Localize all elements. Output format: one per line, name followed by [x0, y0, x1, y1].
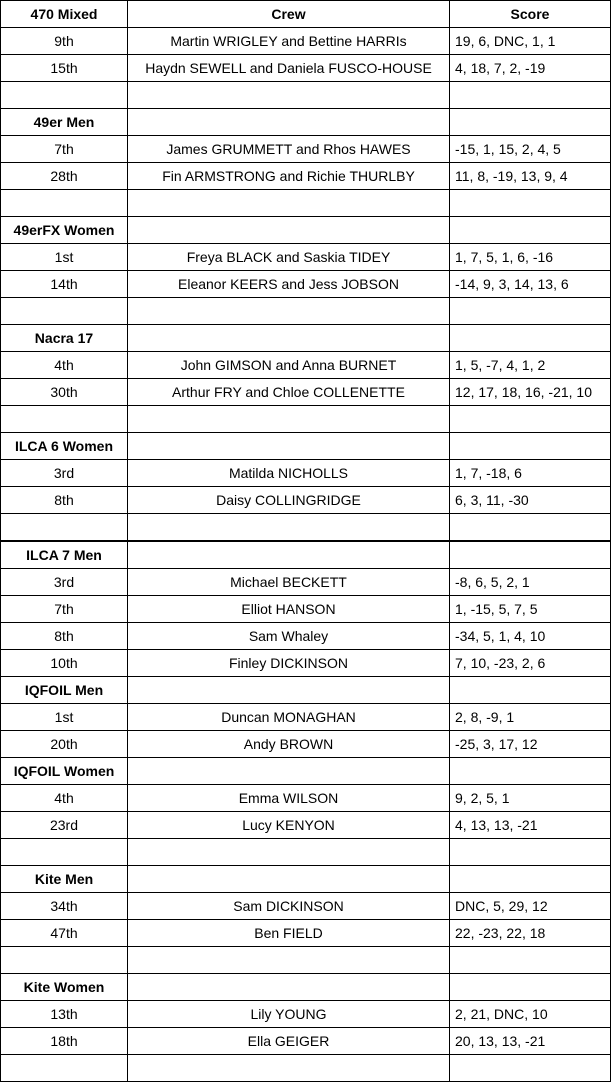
crew-cell: James GRUMMETT and Rhos HAWES [128, 136, 450, 163]
empty-cell [450, 839, 611, 866]
section-heading-row [1, 109, 611, 136]
empty-cell [128, 758, 450, 785]
class-heading-ilca-6-women: ILCA 6 Women [1, 433, 128, 460]
table-row [1, 55, 611, 82]
place-cell: 4th [1, 352, 128, 379]
crew-cell: Duncan MONAGHAN [128, 704, 450, 731]
score-cell: -8, 6, 5, 2, 1 [450, 569, 611, 596]
section-heading-row [1, 541, 611, 569]
empty-cell [450, 109, 611, 136]
empty-cell [1, 190, 128, 217]
empty-cell [450, 82, 611, 109]
spacer-row [1, 190, 611, 217]
section-heading-row [1, 433, 611, 460]
place-cell: 14th [1, 271, 128, 298]
empty-cell [128, 190, 450, 217]
crew-cell: Haydn SEWELL and Daniela FUSCO-HOUSE [128, 55, 450, 82]
empty-cell [128, 109, 450, 136]
class-heading-iqfoil-men: IQFOIL Men [1, 677, 128, 704]
score-cell: -25, 3, 17, 12 [450, 731, 611, 758]
empty-cell [128, 325, 450, 352]
table-row [1, 785, 611, 812]
score-cell: 20, 13, 13, -21 [450, 1028, 611, 1055]
empty-cell [128, 974, 450, 1001]
place-cell: 18th [1, 1028, 128, 1055]
table-row [1, 1028, 611, 1055]
spacer-row [1, 298, 611, 325]
empty-cell [128, 866, 450, 893]
crew-cell: Matilda NICHOLLS [128, 460, 450, 487]
empty-cell [1, 839, 128, 866]
place-cell: 9th [1, 28, 128, 55]
section-heading-row [1, 758, 611, 785]
table-row [1, 136, 611, 163]
table-row [1, 460, 611, 487]
crew-cell: Sam Whaley [128, 623, 450, 650]
empty-cell [128, 541, 450, 569]
score-cell: -34, 5, 1, 4, 10 [450, 623, 611, 650]
score-cell: 7, 10, -23, 2, 6 [450, 650, 611, 677]
empty-cell [128, 1055, 450, 1082]
place-cell: 7th [1, 596, 128, 623]
empty-cell [450, 190, 611, 217]
section-heading-row [1, 677, 611, 704]
empty-cell [450, 947, 611, 974]
table-row [1, 352, 611, 379]
empty-cell [1, 1055, 128, 1082]
empty-cell [450, 974, 611, 1001]
crew-cell: Ella GEIGER [128, 1028, 450, 1055]
score-cell: 1, 7, -18, 6 [450, 460, 611, 487]
score-cell: 4, 13, 13, -21 [450, 812, 611, 839]
crew-cell: Sam DICKINSON [128, 893, 450, 920]
crew-cell: Fin ARMSTRONG and Richie THURLBY [128, 163, 450, 190]
empty-cell [128, 947, 450, 974]
spacer-row [1, 1055, 611, 1082]
place-cell: 1st [1, 244, 128, 271]
empty-cell [128, 406, 450, 433]
table-row [1, 487, 611, 514]
table-row [1, 623, 611, 650]
empty-cell [128, 217, 450, 244]
place-cell: 4th [1, 785, 128, 812]
score-cell: 2, 8, -9, 1 [450, 704, 611, 731]
empty-cell [128, 298, 450, 325]
table-row [1, 650, 611, 677]
score-cell: -14, 9, 3, 14, 13, 6 [450, 271, 611, 298]
class-heading-470-mixed: 470 Mixed [1, 1, 128, 28]
table-row [1, 812, 611, 839]
crew-cell: Lucy KENYON [128, 812, 450, 839]
section-heading-row [1, 974, 611, 1001]
empty-cell [450, 406, 611, 433]
class-heading-kite-women: Kite Women [1, 974, 128, 1001]
score-cell: 4, 18, 7, 2, -19 [450, 55, 611, 82]
spacer-row [1, 839, 611, 866]
spacer-row [1, 514, 611, 542]
place-cell: 28th [1, 163, 128, 190]
table-row [1, 569, 611, 596]
place-cell: 30th [1, 379, 128, 406]
class-heading-49erfx-women: 49erFX Women [1, 217, 128, 244]
empty-cell [1, 406, 128, 433]
empty-cell [450, 1055, 611, 1082]
table-row [1, 1001, 611, 1028]
crew-column-header: Crew [128, 1, 450, 28]
place-cell: 15th [1, 55, 128, 82]
place-cell: 20th [1, 731, 128, 758]
empty-cell [128, 839, 450, 866]
place-cell: 13th [1, 1001, 128, 1028]
table-row [1, 596, 611, 623]
score-cell: 1, 7, 5, 1, 6, -16 [450, 244, 611, 271]
score-column-header: Score [450, 1, 611, 28]
crew-cell: Elliot HANSON [128, 596, 450, 623]
class-heading-ilca-7-men: ILCA 7 Men [1, 541, 128, 569]
score-cell: -15, 1, 15, 2, 4, 5 [450, 136, 611, 163]
table-row [1, 731, 611, 758]
section-heading-row [1, 866, 611, 893]
crew-cell: Freya BLACK and Saskia TIDEY [128, 244, 450, 271]
place-cell: 3rd [1, 460, 128, 487]
crew-cell: Ben FIELD [128, 920, 450, 947]
empty-cell [1, 947, 128, 974]
crew-cell: Andy BROWN [128, 731, 450, 758]
empty-cell [128, 433, 450, 460]
spacer-row [1, 82, 611, 109]
crew-cell: Arthur FRY and Chloe COLLENETTE [128, 379, 450, 406]
empty-cell [450, 433, 611, 460]
crew-cell: Finley DICKINSON [128, 650, 450, 677]
class-heading-kite-men: Kite Men [1, 866, 128, 893]
empty-cell [128, 82, 450, 109]
place-cell: 8th [1, 623, 128, 650]
place-cell: 1st [1, 704, 128, 731]
empty-cell [450, 298, 611, 325]
table-row [1, 244, 611, 271]
empty-cell [450, 758, 611, 785]
score-cell: 22, -23, 22, 18 [450, 920, 611, 947]
empty-cell [128, 677, 450, 704]
spacer-row [1, 947, 611, 974]
place-cell: 7th [1, 136, 128, 163]
table-row [1, 379, 611, 406]
table-row [1, 920, 611, 947]
section-heading-row [1, 217, 611, 244]
header-row [1, 1, 611, 28]
score-cell: 2, 21, DNC, 10 [450, 1001, 611, 1028]
score-cell: 1, -15, 5, 7, 5 [450, 596, 611, 623]
spacer-row [1, 406, 611, 433]
empty-cell [450, 325, 611, 352]
crew-cell: John GIMSON and Anna BURNET [128, 352, 450, 379]
score-cell: 6, 3, 11, -30 [450, 487, 611, 514]
score-cell: 11, 8, -19, 13, 9, 4 [450, 163, 611, 190]
class-heading-nacra-17: Nacra 17 [1, 325, 128, 352]
crew-cell: Daisy COLLINGRIDGE [128, 487, 450, 514]
place-cell: 23rd [1, 812, 128, 839]
empty-cell [1, 298, 128, 325]
section-heading-row [1, 325, 611, 352]
place-cell: 34th [1, 893, 128, 920]
empty-cell [1, 514, 128, 542]
class-heading-49er-men: 49er Men [1, 109, 128, 136]
table-row [1, 163, 611, 190]
table-row [1, 28, 611, 55]
table-row [1, 893, 611, 920]
place-cell: 47th [1, 920, 128, 947]
crew-cell: Emma WILSON [128, 785, 450, 812]
place-cell: 10th [1, 650, 128, 677]
place-cell: 3rd [1, 569, 128, 596]
score-cell: 19, 6, DNC, 1, 1 [450, 28, 611, 55]
score-cell: 1, 5, -7, 4, 1, 2 [450, 352, 611, 379]
empty-cell [450, 866, 611, 893]
empty-cell [1, 82, 128, 109]
table-row [1, 271, 611, 298]
empty-cell [450, 677, 611, 704]
empty-cell [450, 217, 611, 244]
empty-cell [128, 514, 450, 542]
empty-cell [450, 541, 611, 569]
crew-cell: Michael BECKETT [128, 569, 450, 596]
crew-cell: Martin WRIGLEY and Bettine HARRIs [128, 28, 450, 55]
score-cell: DNC, 5, 29, 12 [450, 893, 611, 920]
results-table-body [1, 1, 611, 1082]
crew-cell: Eleanor KEERS and Jess JOBSON [128, 271, 450, 298]
class-heading-iqfoil-women: IQFOIL Women [1, 758, 128, 785]
score-cell: 9, 2, 5, 1 [450, 785, 611, 812]
crew-cell: Lily YOUNG [128, 1001, 450, 1028]
place-cell: 8th [1, 487, 128, 514]
empty-cell [450, 514, 611, 542]
score-cell: 12, 17, 18, 16, -21, 10 [450, 379, 611, 406]
table-row [1, 704, 611, 731]
